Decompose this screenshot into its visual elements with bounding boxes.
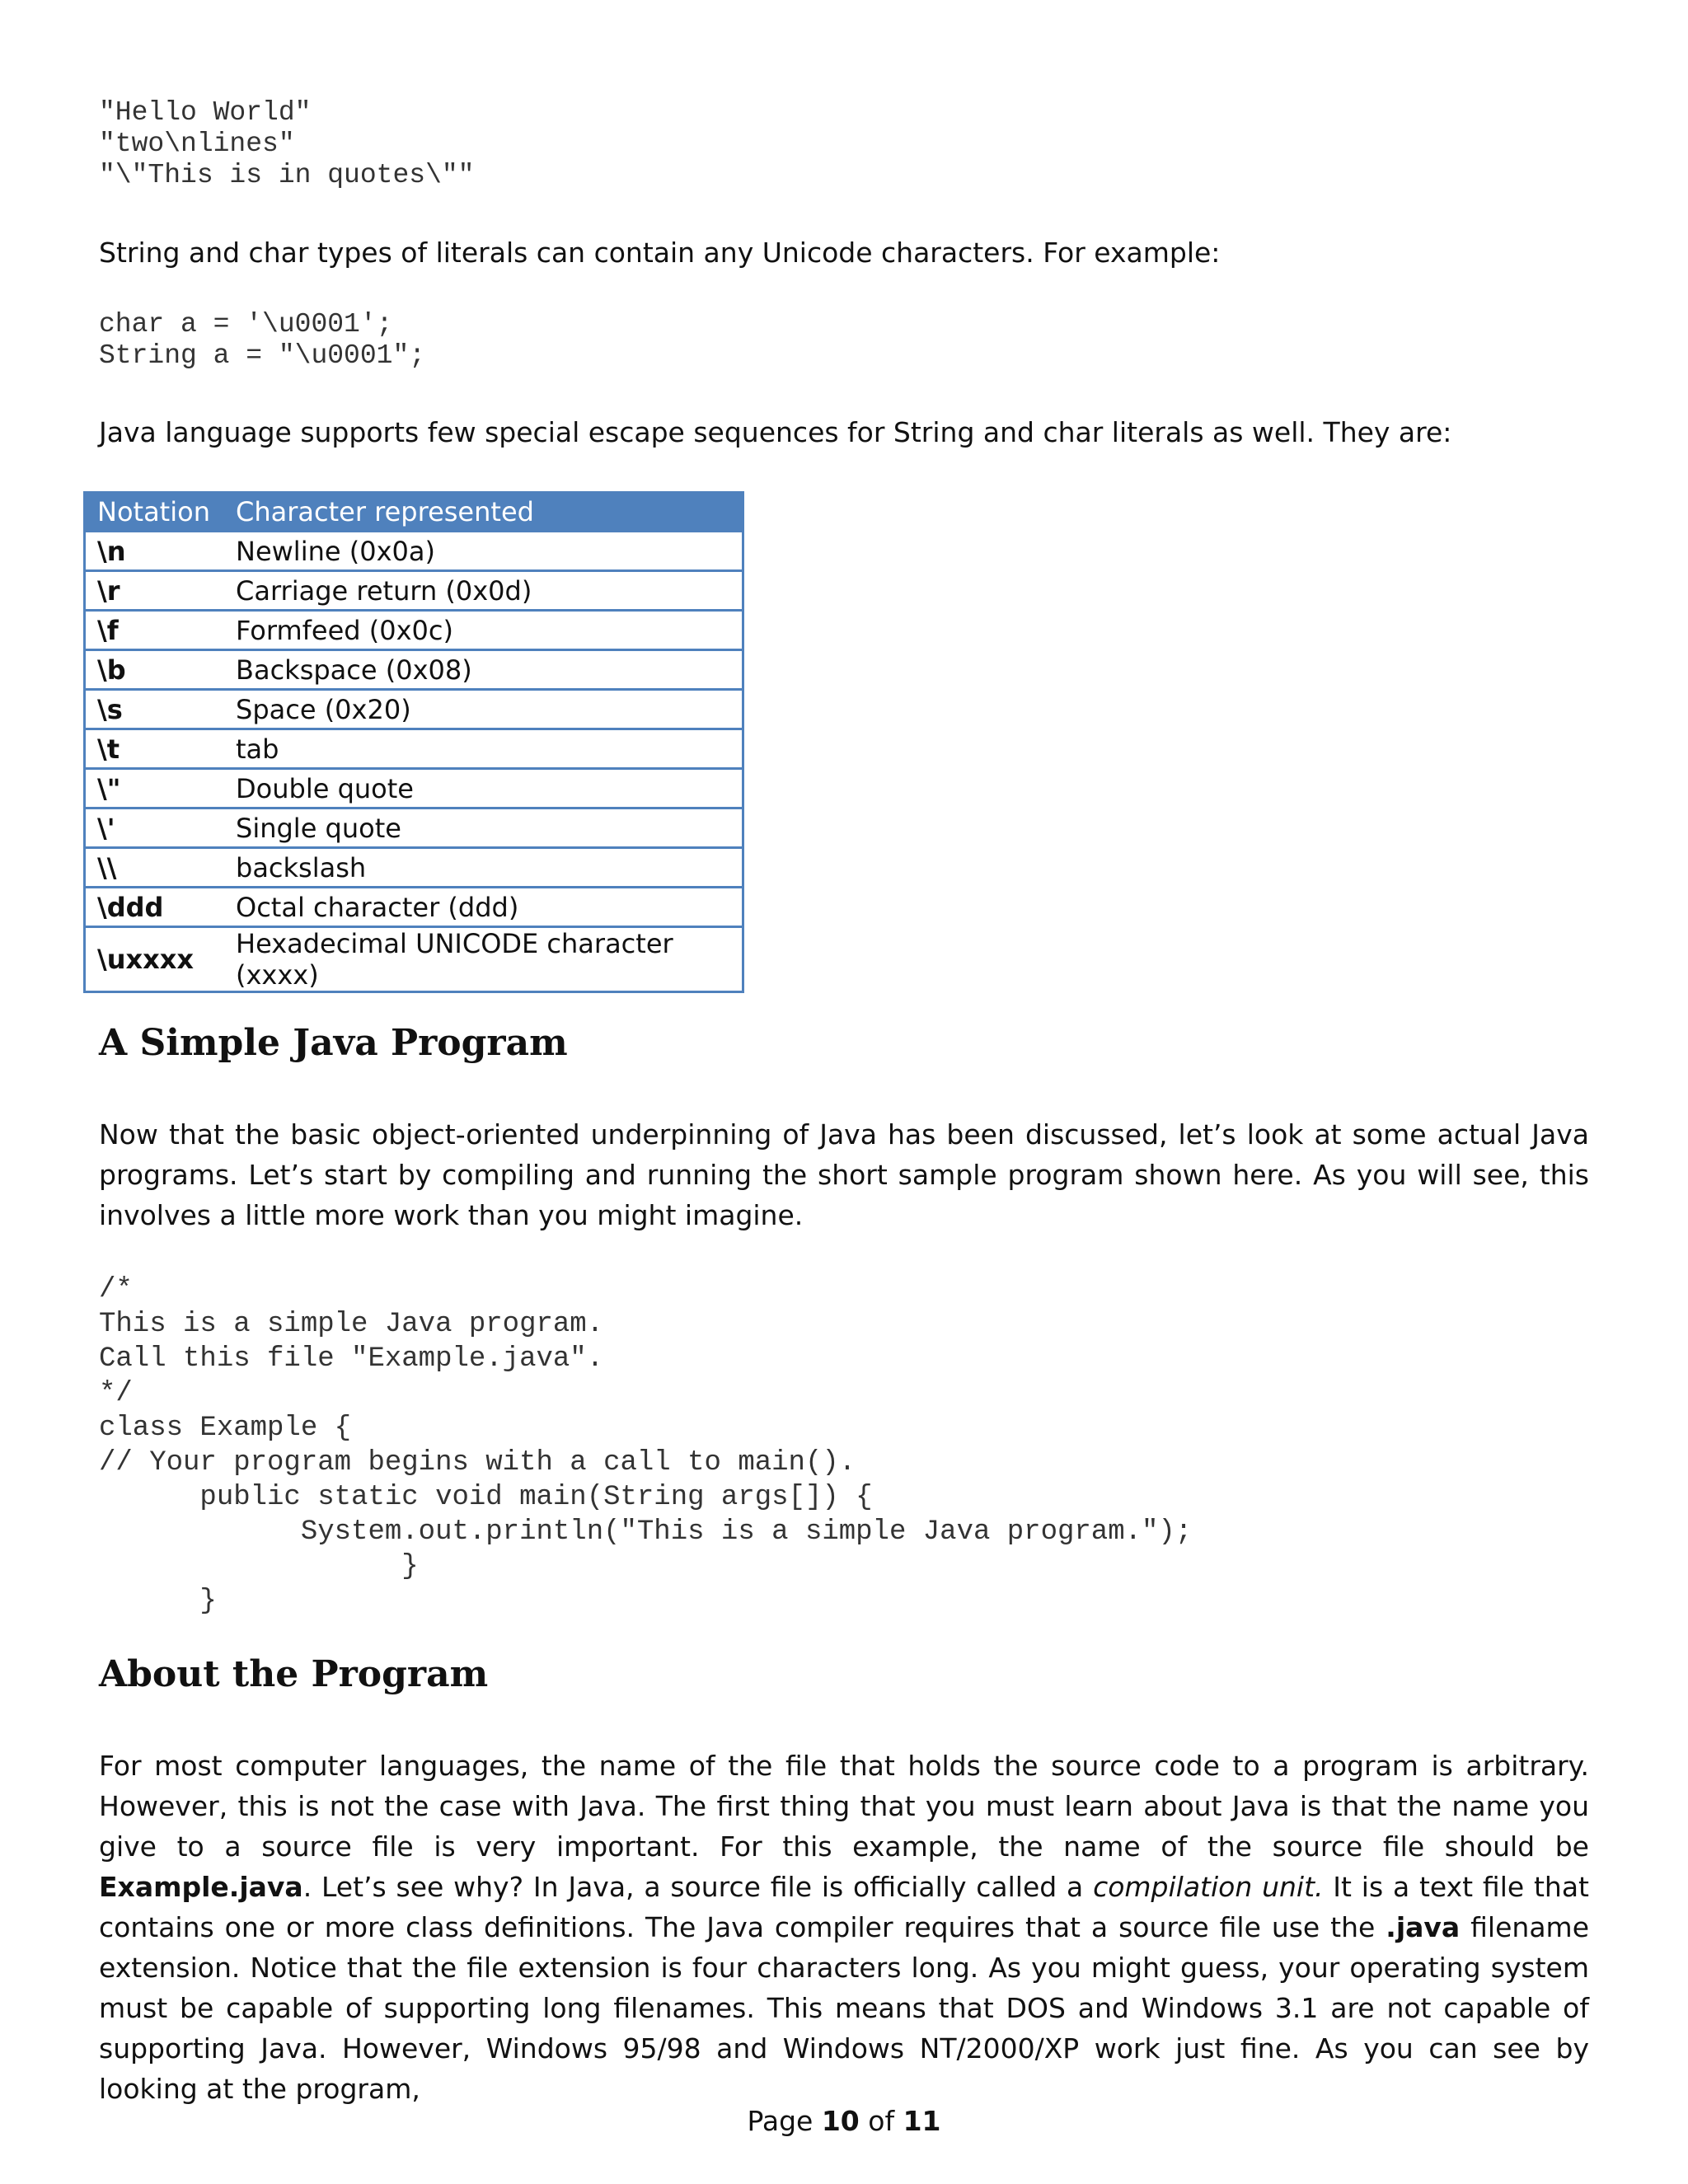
code-line: class Example { [99, 1413, 352, 1444]
description-cell: Newline (0x0a) [224, 532, 743, 571]
notation-cell: \n [85, 532, 225, 571]
code-line: } [99, 1551, 419, 1582]
code-line: // Your program begins with a call to main(). [99, 1447, 856, 1479]
header-character-represented: Character represented [224, 493, 743, 532]
section-heading-simple-java-program: A Simple Java Program [99, 1022, 568, 1064]
description-cell: tab [224, 729, 743, 769]
code-line: System.out.println("This is a simple Java program."); [99, 1516, 1193, 1548]
code-line: char a = '\u0001'; [99, 309, 393, 340]
notation-cell: \' [85, 808, 225, 848]
table-row [85, 571, 743, 611]
description-cell: Carriage return (0x0d) [224, 571, 743, 611]
escape-sequence-table [83, 491, 744, 993]
paragraph-text: It is a text file that contains one or more class definitions. The Java compiler requires that a source file use the [99, 1871, 1589, 1943]
notation-cell: \ddd [85, 888, 225, 927]
description-cell: Backspace (0x08) [224, 650, 743, 690]
notation-cell: \f [85, 611, 225, 650]
code-line: This is a simple Java program. [99, 1309, 604, 1340]
table-row [85, 690, 743, 729]
code-line: "\"This is in quotes\"" [99, 160, 475, 190]
table-row [85, 808, 743, 848]
page-footer [0, 2105, 1688, 2137]
table-row [85, 532, 743, 571]
footer-of: of [868, 2105, 895, 2137]
table-row [85, 611, 743, 650]
notation-cell: \r [85, 571, 225, 611]
header-notation: Notation [85, 493, 225, 532]
notation-cell: \t [85, 729, 225, 769]
unicode-sentence: String and char types of literals can contain any Unicode characters. For example: [99, 237, 1221, 269]
footer-total-pages: 11 [903, 2105, 941, 2137]
paragraph-text: filename extension. Notice that the file extension is four characters long. As you might guess, your operating system must be capable of supporting long filenames. This means that DOS and Windows 3.1 are not capable of supporting Java. However, Windows 95/98 and Windows NT/2000/XP work just fine. As you can see by looking at the program, [99, 1911, 1589, 2105]
notation-cell: \s [85, 690, 225, 729]
table-row [85, 729, 743, 769]
bold-filename: Example.java [99, 1871, 303, 1903]
intro-paragraph: Now that the basic object-oriented underpinning of Java has been discussed, let’s look at some actual Java programs. Let’s start by compiling and running the short sample program shown here. As you will see, this involves a little more work than you might imagine. [99, 1118, 1589, 1231]
code-line: */ [99, 1378, 133, 1409]
section-heading-about-program: About the Program [99, 1653, 489, 1695]
table-row [85, 888, 743, 927]
description-cell: Space (0x20) [224, 690, 743, 729]
notation-cell: \\ [85, 848, 225, 888]
table-header-row [85, 493, 743, 532]
code-line: public static void main(String args[]) { [99, 1482, 873, 1513]
about-program-paragraph [99, 1746, 1589, 2109]
footer-prefix: Page [747, 2105, 814, 2137]
paragraph-text: For most computer languages, the name of the file that holds the source code to a program is arbitrary. However, this is not the case with Java. The first thing that you must learn about Java is that the name you give to a source file is very important. For this example, the name of the source file should be [99, 1750, 1589, 1863]
code-line: "Hello World" [99, 97, 312, 128]
notation-cell: \" [85, 769, 225, 808]
italic-term: compilation unit. [1093, 1871, 1324, 1903]
code-line: } [99, 1586, 217, 1617]
escape-sequences-sentence: Java language supports few special escape sequences for String and char literals as well. They are: [99, 416, 1452, 448]
code-line: "two\nlines" [99, 129, 295, 159]
notation-cell: \uxxxx [85, 927, 225, 992]
description-cell: Octal character (ddd) [224, 888, 743, 927]
code-block-string-literals [99, 97, 474, 191]
code-block-unicode [99, 309, 425, 372]
description-cell: Single quote [224, 808, 743, 848]
description-cell: Hexadecimal UNICODE character (xxxx) [224, 927, 743, 992]
code-line: Call this file "Example.java". [99, 1343, 604, 1375]
description-cell: backslash [224, 848, 743, 888]
description-cell: Double quote [224, 769, 743, 808]
table-row [85, 848, 743, 888]
table-row [85, 927, 743, 992]
table-row [85, 650, 743, 690]
footer-current-page: 10 [821, 2105, 860, 2137]
code-block-example-program [99, 1272, 1192, 1619]
notation-cell: \b [85, 650, 225, 690]
code-line: String a = "\u0001"; [99, 340, 426, 371]
table-row [85, 769, 743, 808]
code-line: /* [99, 1274, 133, 1305]
bold-extension: .java [1386, 1911, 1461, 1943]
paragraph-text: . Let’s see why? In Java, a source file is officially called a [302, 1871, 1094, 1903]
description-cell: Formfeed (0x0c) [224, 611, 743, 650]
